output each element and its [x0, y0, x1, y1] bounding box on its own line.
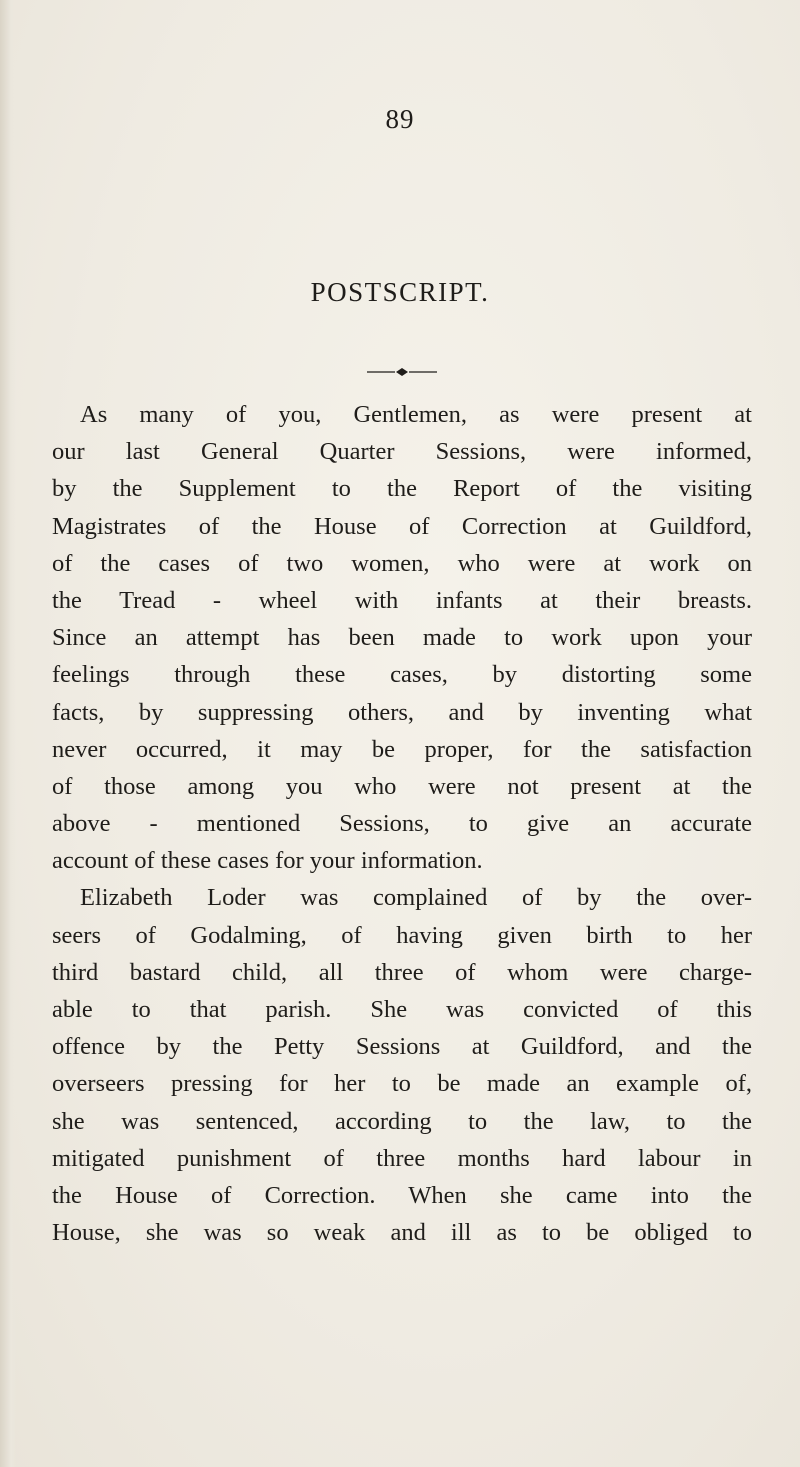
page-number: 89 — [385, 104, 415, 134]
text-line: offence by the Petty Sessions at Guildford, and the — [52, 1033, 752, 1061]
text-line: account of these cases for your information. — [52, 847, 483, 875]
text-line: never occurred, it may be proper, for the satisfaction — [52, 735, 752, 763]
body-text — [52, 396, 752, 1251]
text-line: able to that parish. She was convicted of this — [52, 996, 752, 1023]
dash-diamond-dash-ornament-icon — [367, 366, 437, 378]
text-line: of those among you who were not present at the — [52, 772, 752, 800]
text-line: by the Supplement to the Report of the visiting — [52, 475, 752, 503]
text-line: she was sentenced, according to the law, to the — [52, 1107, 752, 1135]
text-line: above - mentioned Sessions, to give an accurate — [52, 810, 752, 838]
section-title: POSTSCRIPT. — [310, 277, 490, 307]
text-line: As many of you, Gentlemen, as were present at — [80, 401, 752, 428]
binding-gutter-shadow — [0, 0, 16, 1467]
text-line: the Tread - wheel with infants at their breasts. — [52, 586, 752, 614]
text-line: third bastard child, all three of whom were charge- — [52, 958, 752, 986]
text-line: the House of Correction. When she came into the — [52, 1181, 752, 1209]
text-line: Elizabeth Loder was complained of by the over- — [80, 884, 752, 912]
text-line: facts, by suppressing others, and by inventing what — [52, 698, 752, 726]
text-line: feelings through these cases, by distorting some — [52, 661, 752, 689]
text-line: our last General Quarter Sessions, were informed, — [52, 438, 752, 466]
text-line: Since an attempt has been made to work upon your — [52, 624, 752, 652]
text-line: overseers pressing for her to be made an example of, — [52, 1070, 752, 1098]
text-line: House, she was so weak and ill as to be obliged to — [52, 1219, 752, 1247]
text-line: seers of Godalming, of having given birth to her — [52, 921, 752, 949]
text-line: of the cases of two women, who were at work on — [52, 549, 752, 577]
text-line: mitigated punishment of three months hard labour in — [52, 1144, 752, 1172]
text-line: Magistrates of the House of Correction at Guildford, — [52, 512, 752, 540]
